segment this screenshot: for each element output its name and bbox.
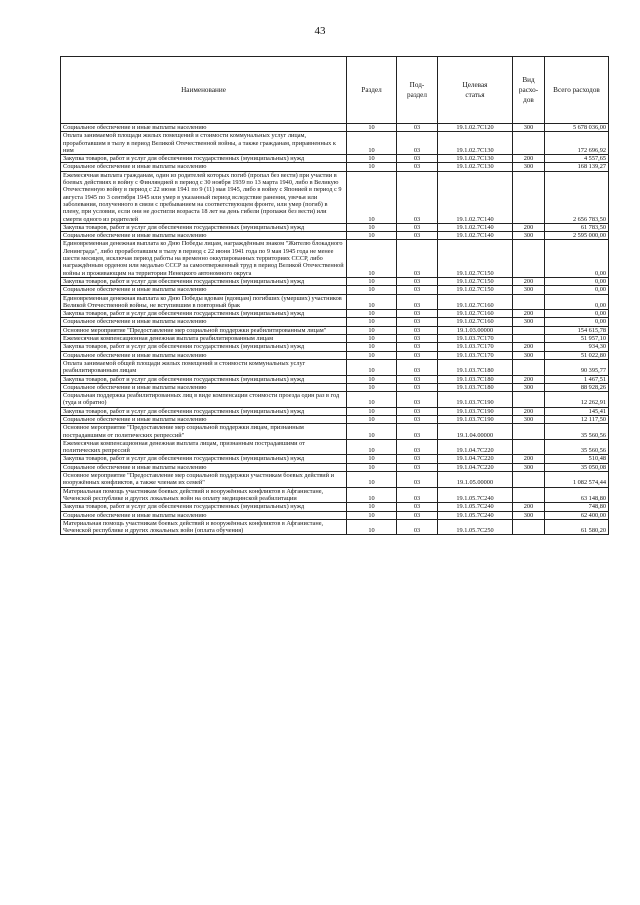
cell-celevaya: 19.1.02.7С160: [438, 318, 513, 326]
cell-podrazdel: 03: [397, 277, 438, 285]
table-row: [61, 310, 609, 318]
cell-vsego: 0,00: [545, 277, 609, 285]
cell-celevaya: 19.1.04.00000: [438, 424, 513, 440]
cell-razdel: 10: [347, 383, 397, 391]
cell-podrazdel: 03: [397, 424, 438, 440]
table-row: [61, 439, 609, 455]
table-row: [61, 463, 609, 471]
cell-podrazdel: 03: [397, 335, 438, 343]
cell-name: Основное мероприятие "Предоставление мер социальной поддержки реабилитированным лицам": [61, 326, 347, 334]
cell-razdel: 10: [347, 392, 397, 408]
cell-vid: [513, 335, 545, 343]
cell-vid: [513, 294, 545, 310]
cell-name: Оплата занимаемой общей площади жилых помещений и стоимости коммунальных услуг реабилитированным лицам: [61, 359, 347, 375]
cell-name: Социальное обеспечение и иные выплаты населению: [61, 286, 347, 294]
cell-razdel: 10: [347, 310, 397, 318]
header-celevaya: Целевая статья: [438, 57, 513, 124]
cell-podrazdel: 03: [397, 155, 438, 163]
table-row: [61, 392, 609, 408]
cell-podrazdel: 03: [397, 124, 438, 132]
cell-podrazdel: 03: [397, 407, 438, 415]
cell-name: Социальное обеспечение и иные выплаты населению: [61, 415, 347, 423]
cell-razdel: 10: [347, 132, 397, 155]
table-row: [61, 455, 609, 463]
cell-vsego: 61 783,50: [545, 223, 609, 231]
cell-razdel: 10: [347, 286, 397, 294]
cell-name: Ежемесячная выплата гражданам, один из родителей которых погиб (пропал без вести) при участии в боевых действиях в войну с Финляндией в период с 30 ноября 1939 по 13 марта 1940, либо в Великую Отечественную войну в период с 22 июня 1941 по 9 (11) мая 1945, либо в войну с Японией в период с 9 августа 1945 по 3 сентября 1945 или умер в указанный период вследствие ранения, увечья или заболевания, полученного в связи с пребыванием на соответствующем фронте, или умер (погиб) в плену, при условии, если они не достигли возраста 18 лет на день гибели (пропажи без вести) или смерти одного из родителей: [61, 171, 347, 223]
cell-vsego: 62 400,00: [545, 511, 609, 519]
cell-podrazdel: 03: [397, 383, 438, 391]
cell-razdel: 10: [347, 318, 397, 326]
cell-vid: 200: [513, 455, 545, 463]
header-vsego: Всего расходов: [545, 57, 609, 124]
table-row: [61, 232, 609, 240]
cell-vsego: 154 615,78: [545, 326, 609, 334]
table-row: [61, 335, 609, 343]
cell-name: Единовременная денежная выплата ко Дню Победы лицам, награждённым знаком "Жителю блокадного Ленинграда", либо проработавшим в тылу в период с 22 июня 1941 года по 9 мая 1945 года не менее шести месяцев, исключая период работы на временно оккупированных территориях СССР, либо награждённым орденом или медалью СССР за самоотверженный труд в период Великой Отечественной войны и проживающим на территории Ненецкого автономного округа: [61, 240, 347, 277]
cell-celevaya: 19.1.02.7С150: [438, 286, 513, 294]
table-row: [61, 171, 609, 223]
cell-razdel: 10: [347, 232, 397, 240]
cell-celevaya: 19.1.02.7С160: [438, 294, 513, 310]
cell-celevaya: 19.1.02.7С140: [438, 232, 513, 240]
table-row: [61, 472, 609, 488]
cell-vsego: 4 557,65: [545, 155, 609, 163]
table-row: [61, 424, 609, 440]
table-row: [61, 343, 609, 351]
cell-vid: 300: [513, 351, 545, 359]
cell-vsego: 12 117,50: [545, 415, 609, 423]
cell-vsego: 61 580,20: [545, 519, 609, 535]
cell-podrazdel: 03: [397, 511, 438, 519]
cell-podrazdel: 03: [397, 415, 438, 423]
cell-name: Ежемесячная компенсационная денежная выплата лицам, признанным пострадавшими от политических репрессий: [61, 439, 347, 455]
cell-razdel: 10: [347, 294, 397, 310]
cell-name: Социальное обеспечение и иные выплаты населению: [61, 232, 347, 240]
cell-vsego: 35 050,08: [545, 463, 609, 471]
cell-razdel: 10: [347, 171, 397, 223]
cell-vid: 300: [513, 286, 545, 294]
cell-vid: [513, 439, 545, 455]
cell-razdel: 10: [347, 375, 397, 383]
cell-celevaya: 19.1.05.7С250: [438, 519, 513, 535]
cell-celevaya: 19.1.04.7С220: [438, 463, 513, 471]
cell-name: Материальная помощь участникам боевых действий и вооружённых конфликтов в Афганистане, Чеченской республике и других локальных войн (оплата обучения): [61, 519, 347, 535]
cell-name: Социальное обеспечение и иные выплаты населению: [61, 511, 347, 519]
cell-name: Закупка товаров, работ и услуг для обеспечения государственных (муниципальных) нужд: [61, 375, 347, 383]
cell-celevaya: 19.1.02.7С160: [438, 310, 513, 318]
cell-razdel: 10: [347, 503, 397, 511]
cell-celevaya: 19.1.05.00000: [438, 472, 513, 488]
cell-podrazdel: 03: [397, 343, 438, 351]
cell-celevaya: 19.1.05.7С240: [438, 511, 513, 519]
table-row: [61, 519, 609, 535]
header-podrazdel: Под- раздел: [397, 57, 438, 124]
cell-celevaya: 19.1.03.7С190: [438, 392, 513, 408]
cell-razdel: 10: [347, 343, 397, 351]
cell-podrazdel: 03: [397, 318, 438, 326]
cell-podrazdel: 03: [397, 294, 438, 310]
table-row: [61, 359, 609, 375]
cell-vsego: 934,30: [545, 343, 609, 351]
table-row: [61, 407, 609, 415]
cell-razdel: 10: [347, 407, 397, 415]
table-row: [61, 383, 609, 391]
cell-razdel: 10: [347, 415, 397, 423]
cell-vid: 200: [513, 277, 545, 285]
table-row: [61, 326, 609, 334]
cell-celevaya: 19.1.03.00000: [438, 326, 513, 334]
cell-podrazdel: 03: [397, 171, 438, 223]
cell-razdel: 10: [347, 335, 397, 343]
cell-vid: 300: [513, 232, 545, 240]
cell-name: Социальное обеспечение и иные выплаты населению: [61, 124, 347, 132]
cell-celevaya: 19.1.02.7С140: [438, 223, 513, 231]
cell-vid: 200: [513, 155, 545, 163]
cell-name: Закупка товаров, работ и услуг для обеспечения государственных (муниципальных) нужд: [61, 155, 347, 163]
cell-razdel: 10: [347, 240, 397, 277]
cell-razdel: 10: [347, 511, 397, 519]
cell-podrazdel: 03: [397, 392, 438, 408]
cell-celevaya: 19.1.02.7С150: [438, 277, 513, 285]
table-row: [61, 415, 609, 423]
cell-razdel: 10: [347, 277, 397, 285]
cell-vsego: 2 595 000,00: [545, 232, 609, 240]
cell-razdel: 10: [347, 359, 397, 375]
table-row: [61, 124, 609, 132]
cell-vsego: 0,00: [545, 318, 609, 326]
table-row: [61, 155, 609, 163]
table-row: [61, 351, 609, 359]
cell-vid: 300: [513, 318, 545, 326]
cell-podrazdel: 03: [397, 487, 438, 503]
cell-vsego: 51 957,10: [545, 335, 609, 343]
table-row: [61, 286, 609, 294]
cell-razdel: 10: [347, 223, 397, 231]
cell-razdel: 10: [347, 326, 397, 334]
cell-name: Закупка товаров, работ и услуг для обеспечения государственных (муниципальных) нужд: [61, 407, 347, 415]
cell-vsego: 35 560,56: [545, 424, 609, 440]
cell-vid: [513, 240, 545, 277]
cell-vsego: 2 656 783,50: [545, 171, 609, 223]
cell-vsego: 145,41: [545, 407, 609, 415]
cell-vsego: 0,00: [545, 310, 609, 318]
cell-vsego: 51 022,80: [545, 351, 609, 359]
cell-podrazdel: 03: [397, 163, 438, 171]
cell-vsego: 90 395,77: [545, 359, 609, 375]
cell-razdel: 10: [347, 487, 397, 503]
cell-vid: [513, 519, 545, 535]
cell-vsego: 88 928,26: [545, 383, 609, 391]
table-row: [61, 163, 609, 171]
cell-vid: 300: [513, 511, 545, 519]
cell-name: Основное мероприятие "Предоставление мер социальной поддержки лицам, признанным пострадавшими от политических репрессий": [61, 424, 347, 440]
cell-podrazdel: 03: [397, 223, 438, 231]
table-row: [61, 240, 609, 277]
cell-name: Закупка товаров, работ и услуг для обеспечения государственных (муниципальных) нужд: [61, 503, 347, 511]
cell-celevaya: 19.1.03.7С180: [438, 359, 513, 375]
cell-razdel: 10: [347, 163, 397, 171]
table-row: [61, 503, 609, 511]
cell-vid: 200: [513, 310, 545, 318]
cell-vsego: 12 262,91: [545, 392, 609, 408]
table-row: [61, 318, 609, 326]
cell-razdel: 10: [347, 351, 397, 359]
header-razdel: Раздел: [347, 57, 397, 124]
cell-vsego: 63 148,80: [545, 487, 609, 503]
cell-celevaya: 19.1.03.7С180: [438, 375, 513, 383]
cell-razdel: 10: [347, 463, 397, 471]
cell-podrazdel: 03: [397, 455, 438, 463]
cell-podrazdel: 03: [397, 286, 438, 294]
cell-podrazdel: 03: [397, 439, 438, 455]
table-row: [61, 487, 609, 503]
cell-celevaya: 19.1.02.7С120: [438, 124, 513, 132]
cell-name: Закупка товаров, работ и услуг для обеспечения государственных (муниципальных) нужд: [61, 343, 347, 351]
cell-vid: [513, 424, 545, 440]
cell-name: Ежемесячная компенсационная денежная выплата реабилитированным лицам: [61, 335, 347, 343]
cell-name: Закупка товаров, работ и услуг для обеспечения государственных (муниципальных) нужд: [61, 310, 347, 318]
cell-podrazdel: 03: [397, 351, 438, 359]
cell-name: Оплата занимаемой площади жилых помещений и стоимости коммунальных услуг лицам, проработавшим в тылу в период Великой Отечественной войны, а также гражданам, приравненных к ним: [61, 132, 347, 155]
page-number: 43: [314, 25, 326, 37]
cell-razdel: 10: [347, 455, 397, 463]
cell-podrazdel: 03: [397, 472, 438, 488]
cell-podrazdel: 03: [397, 132, 438, 155]
table-row: [61, 375, 609, 383]
cell-podrazdel: 03: [397, 359, 438, 375]
cell-razdel: 10: [347, 155, 397, 163]
cell-vid: [513, 392, 545, 408]
cell-vid: 200: [513, 343, 545, 351]
cell-name: Закупка товаров, работ и услуг для обеспечения государственных (муниципальных) нужд: [61, 455, 347, 463]
cell-celevaya: 19.1.03.7С190: [438, 415, 513, 423]
cell-vsego: 510,48: [545, 455, 609, 463]
table-row: [61, 511, 609, 519]
cell-vid: 300: [513, 124, 545, 132]
cell-vid: [513, 487, 545, 503]
cell-podrazdel: 03: [397, 503, 438, 511]
cell-name: Основное мероприятие "Предоставление мер социальной поддержки участникам боевых действий и вооружённых конфликтов, а также членам их семей": [61, 472, 347, 488]
cell-name: Закупка товаров, работ и услуг для обеспечения государственных (муниципальных) нужд: [61, 277, 347, 285]
cell-vid: 200: [513, 407, 545, 415]
cell-podrazdel: 03: [397, 375, 438, 383]
cell-name: Единовременная денежная выплата ко Дню Победы вдовам (вдовцам) погибших (умерших) участников Великой Отечественной войны, не вступившим в повторный брак: [61, 294, 347, 310]
cell-vid: 300: [513, 463, 545, 471]
cell-vsego: 748,80: [545, 503, 609, 511]
cell-vid: 300: [513, 415, 545, 423]
cell-vsego: 0,00: [545, 240, 609, 277]
cell-name: Закупка товаров, работ и услуг для обеспечения государственных (муниципальных) нужд: [61, 223, 347, 231]
cell-name: Социальное обеспечение и иные выплаты населению: [61, 351, 347, 359]
cell-celevaya: 19.1.03.7С170: [438, 335, 513, 343]
cell-vsego: 1 467,51: [545, 375, 609, 383]
cell-vid: [513, 359, 545, 375]
cell-razdel: 10: [347, 519, 397, 535]
cell-vid: [513, 326, 545, 334]
cell-celevaya: 19.1.03.7С170: [438, 351, 513, 359]
cell-podrazdel: 03: [397, 519, 438, 535]
cell-vid: 200: [513, 503, 545, 511]
cell-vsego: 168 139,27: [545, 163, 609, 171]
cell-name: Социальное обеспечение и иные выплаты населению: [61, 318, 347, 326]
header-vid: Вид расхо- дов: [513, 57, 545, 124]
cell-celevaya: 19.1.04.7С220: [438, 439, 513, 455]
cell-razdel: 10: [347, 439, 397, 455]
cell-celevaya: 19.1.02.7С130: [438, 163, 513, 171]
cell-vid: [513, 171, 545, 223]
cell-podrazdel: 03: [397, 310, 438, 318]
cell-name: Социальное обеспечение и иные выплаты населению: [61, 383, 347, 391]
cell-celevaya: 19.1.02.7С130: [438, 155, 513, 163]
cell-name: Социальное обеспечение и иные выплаты населению: [61, 163, 347, 171]
cell-celevaya: 19.1.04.7С220: [438, 455, 513, 463]
cell-vsego: 1 082 574,44: [545, 472, 609, 488]
budget-table: [60, 56, 609, 535]
cell-vid: 200: [513, 375, 545, 383]
cell-name: Социальное обеспечение и иные выплаты населению: [61, 463, 347, 471]
table-row: [61, 132, 609, 155]
cell-vid: [513, 472, 545, 488]
cell-celevaya: 19.1.02.7С150: [438, 240, 513, 277]
cell-name: Социальная поддержка реабилитированных лиц в виде компенсации стоимости проезда один раз в год (туда и обратно): [61, 392, 347, 408]
cell-razdel: 10: [347, 472, 397, 488]
cell-vid: [513, 132, 545, 155]
cell-celevaya: 19.1.03.7С190: [438, 407, 513, 415]
cell-vid: 300: [513, 383, 545, 391]
cell-celevaya: 19.1.02.7С140: [438, 171, 513, 223]
cell-vsego: 5 678 036,00: [545, 124, 609, 132]
cell-razdel: 10: [347, 124, 397, 132]
cell-celevaya: 19.1.03.7С180: [438, 383, 513, 391]
cell-celevaya: 19.1.05.7С240: [438, 487, 513, 503]
cell-vsego: 35 560,56: [545, 439, 609, 455]
cell-vid: 200: [513, 223, 545, 231]
cell-vsego: 0,00: [545, 286, 609, 294]
cell-razdel: 10: [347, 424, 397, 440]
cell-podrazdel: 03: [397, 232, 438, 240]
table-row: [61, 277, 609, 285]
table-row: [61, 294, 609, 310]
cell-vsego: 0,00: [545, 294, 609, 310]
cell-podrazdel: 03: [397, 240, 438, 277]
cell-vid: 300: [513, 163, 545, 171]
cell-celevaya: 19.1.02.7С130: [438, 132, 513, 155]
cell-celevaya: 19.1.03.7С170: [438, 343, 513, 351]
table-row: [61, 223, 609, 231]
cell-vsego: 172 696,92: [545, 132, 609, 155]
cell-celevaya: 19.1.05.7С240: [438, 503, 513, 511]
cell-podrazdel: 03: [397, 463, 438, 471]
cell-podrazdel: 03: [397, 326, 438, 334]
header-name: Наименование: [61, 57, 347, 124]
table-header-row: [61, 57, 609, 124]
cell-name: Материальная помощь участникам боевых действий и вооружённых конфликтов в Афганистане, Чеченской республике и других локальных войн на оплату медицинской реабилитации: [61, 487, 347, 503]
